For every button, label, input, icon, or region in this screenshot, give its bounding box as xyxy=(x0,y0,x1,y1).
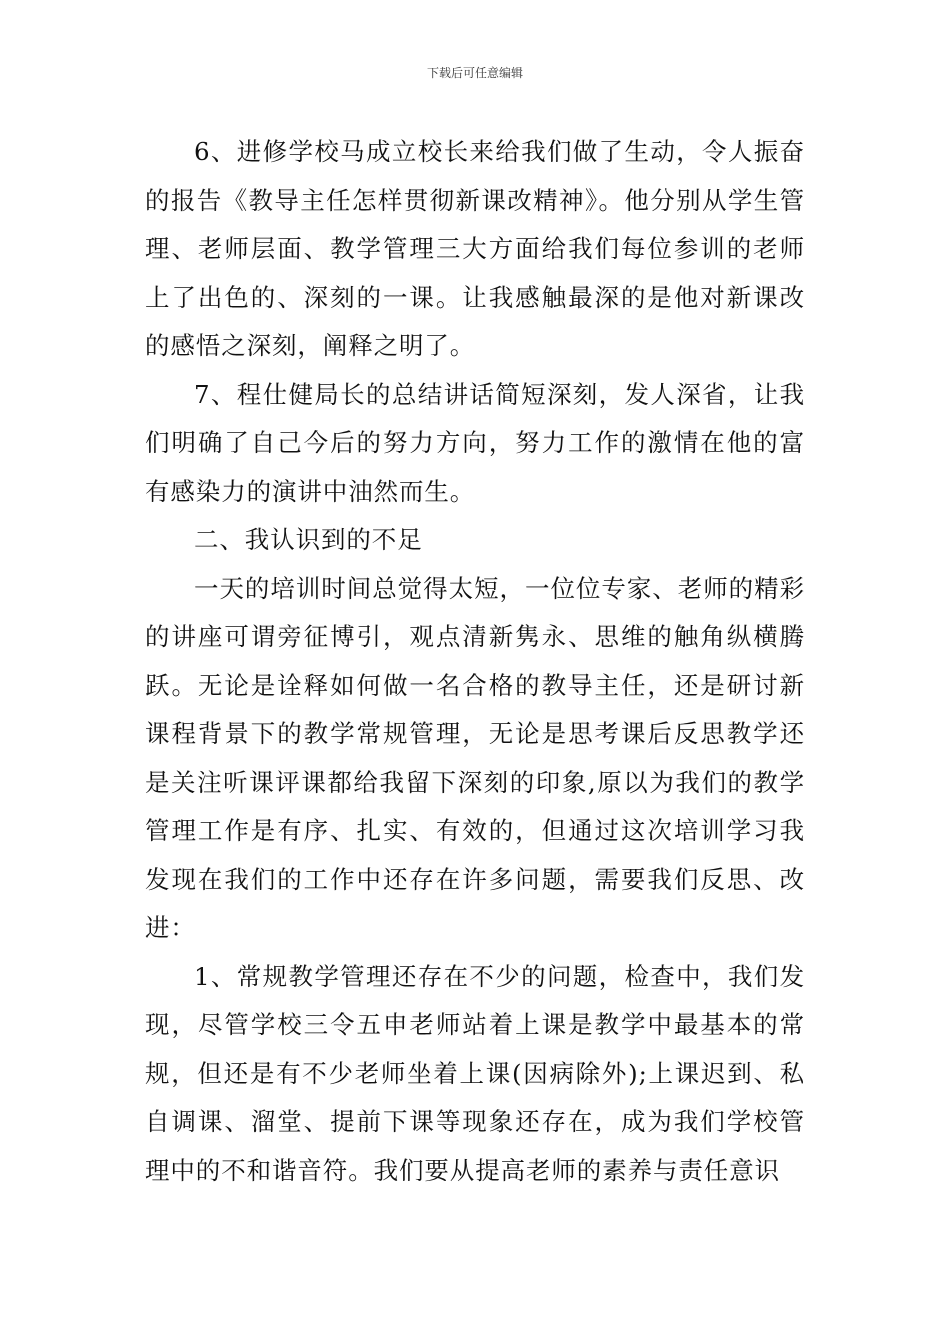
paragraph-training-reflection: 一天的培训时间总觉得太短，一位位专家、老师的精彩的讲座可谓旁征博引，观点清新隽永、思维的触角纵横腾跃。无论是诠释如何做一名合格的教导主任，还是研讨新课程背景下的教学常规管理，无论是思考课后反思教学还是关注听课评课都给我留下深刻的印象,原以为我们的教学管理工作是有序、扎实、有效的，但通过这次培训学习我发现在我们的工作中还存在许多问题，需要我们反思、改进： xyxy=(145,573,805,942)
section-heading-shortcomings: 二、我认识到的不足 xyxy=(194,525,423,554)
page-header: 下载后可任意编辑 xyxy=(426,66,523,80)
paragraph-1-routine-management: 1、常规教学管理还存在不少的问题，检查中，我们发现，尽管学校三令五申老师站着上课是教学中最基本的常规，但还是有不少老师坐着上课(因病除外);上课迟到、私自调课、溜堂、提前下课等现象还存在，成为我们学校管理中的不和谐音符。我们要从提高老师的素养与责任意识 xyxy=(145,961,805,1185)
paragraph-7-director-summary: 7、程仕健局长的总结讲话简短深刻，发人深省，让我们明确了自己今后的努力方向，努力工作的激情在他的富有感染力的演讲中油然而生。 xyxy=(145,379,805,506)
document-body xyxy=(145,128,805,1195)
paragraph-6-principal-report: 6、进修学校马成立校长来给我们做了生动，令人振奋的报告《教导主任怎样贯彻新课改精神》。他分别从学生管理、老师层面、教学管理三大方面给我们每位参训的老师上了出色的、深刻的一课。让我感触最深的是他对新课改的感悟之深刻，阐释之明了。 xyxy=(145,137,805,360)
